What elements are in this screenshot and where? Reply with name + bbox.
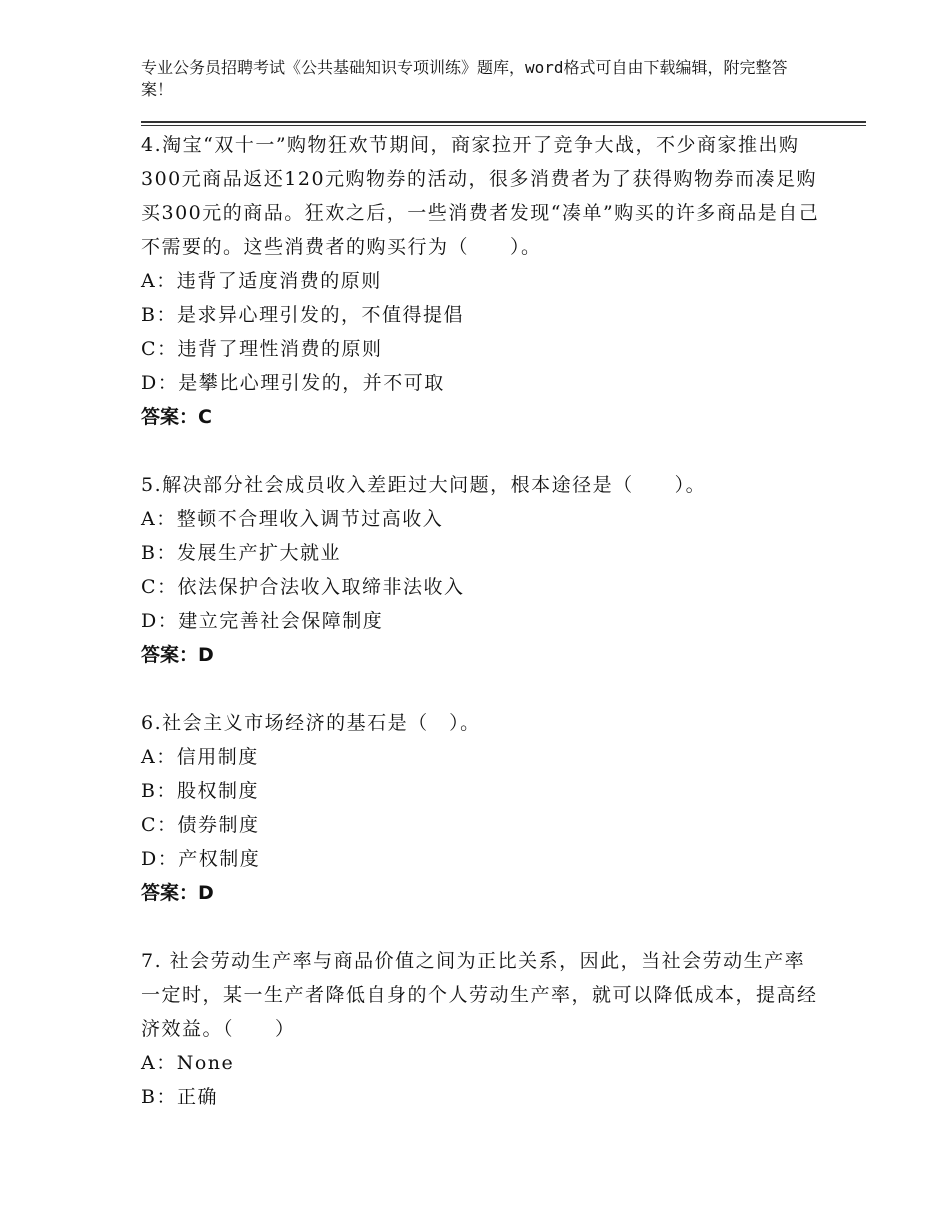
option-b: B：股权制度 [141, 780, 259, 802]
question-stem: 6.社会主义市场经济的基石是（ ）。 [141, 712, 481, 734]
question-list [141, 128, 821, 1114]
question-5 [141, 468, 821, 672]
answer-line: 答案：D [141, 644, 214, 666]
spacer [141, 910, 821, 944]
question-stem: 4.淘宝“双十一”购物狂欢节期间，商家拉开了竞争大战，不少商家推出购300元商品返还120元购物券的活动，很多消费者为了获得购物券而凑足购买300元的商品。狂欢之后，一些消费者发现“凑单”购买的许多商品是自己不需要的。这些消费者的购买行为（ ）。 [141, 134, 820, 258]
spacer [141, 434, 821, 468]
option-a: A：信用制度 [141, 746, 259, 768]
option-d: D：是攀比心理引发的，并不可取 [141, 372, 445, 394]
option-b: B：是求异心理引发的，不值得提倡 [141, 304, 464, 326]
option-b: B：正确 [141, 1086, 218, 1108]
option-c: C：依法保护合法收入取缔非法收入 [141, 576, 465, 598]
option-a: A：整顿不合理收入调节过高收入 [141, 508, 444, 530]
spacer [141, 672, 821, 706]
question-stem: 5.解决部分社会成员收入差距过大问题，根本途径是（ ）。 [141, 474, 707, 496]
question-6 [141, 706, 821, 910]
option-d: D：建立完善社会保障制度 [141, 610, 384, 632]
question-stem: 7. 社会劳动生产率与商品价值之间为正比关系，因此，当社会劳动生产率一定时，某一生产者降低自身的个人劳动生产率，就可以降低成本，提高经济效益。（ ） [141, 950, 818, 1040]
option-b: B：发展生产扩大就业 [141, 542, 341, 564]
option-c: C：债券制度 [141, 814, 260, 836]
answer-line: 答案：D [141, 882, 214, 904]
option-a: A：None [141, 1052, 235, 1074]
document-header: 专业公务员招聘考试《公共基础知识专项训练》题库，word格式可自由下载编辑，附完整答案！ [141, 58, 788, 99]
header-divider-thin [141, 125, 866, 126]
answer-line: 答案：C [141, 406, 212, 428]
question-4 [141, 128, 821, 434]
option-d: D：产权制度 [141, 848, 261, 870]
header-divider-thick [141, 121, 866, 123]
option-a: A：违背了适度消费的原则 [141, 270, 382, 292]
question-7 [141, 944, 821, 1114]
option-c: C：违背了理性消费的原则 [141, 338, 383, 360]
